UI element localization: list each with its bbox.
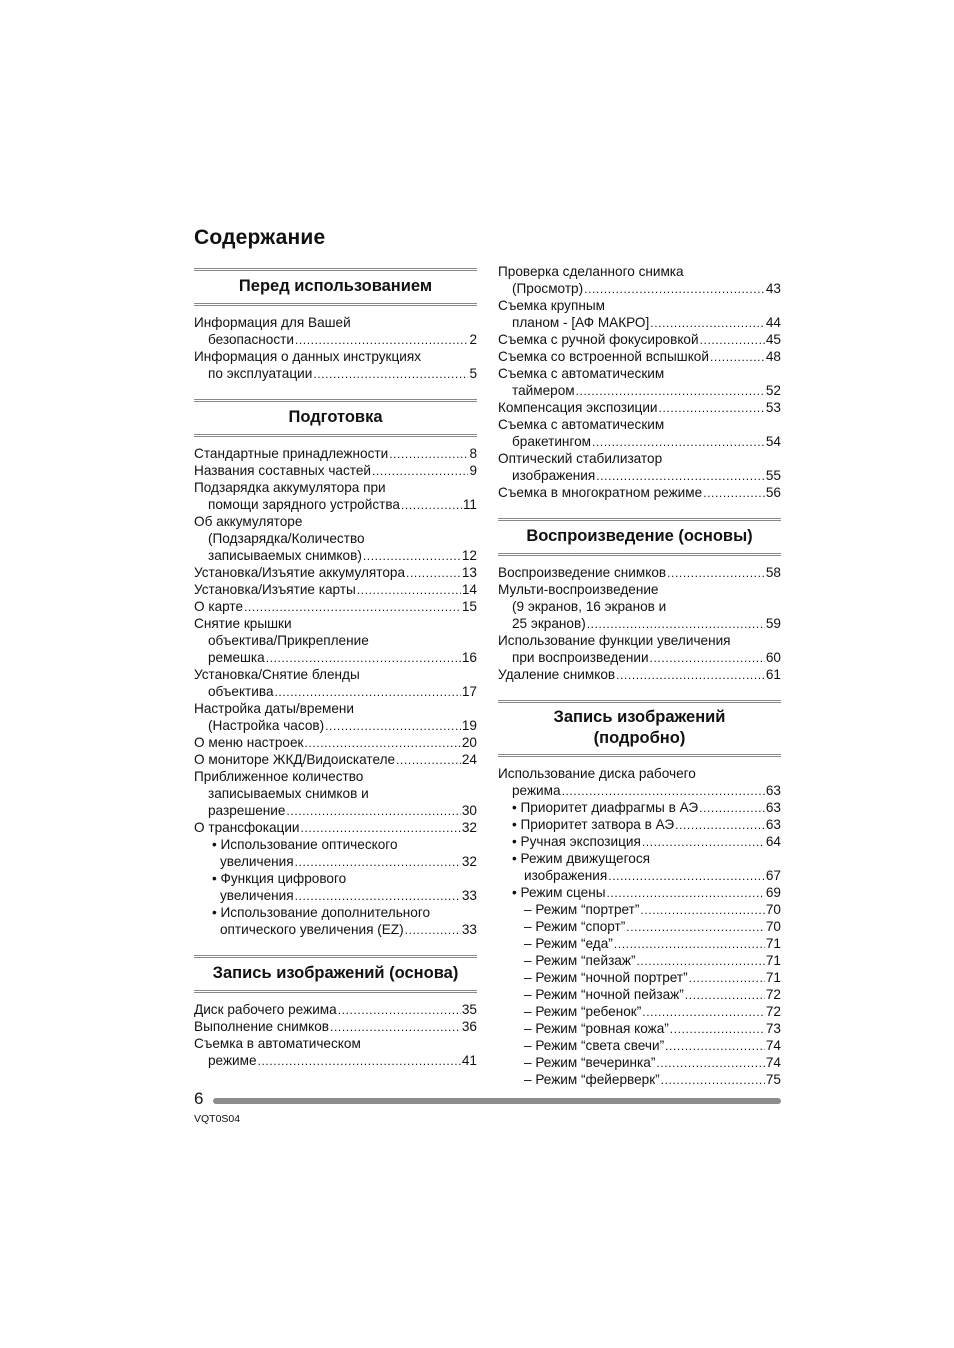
toc-entry-title: • Режим движущегося <box>512 851 650 866</box>
toc-entry <box>498 564 781 581</box>
toc-entry <box>498 969 781 986</box>
dot-leader <box>608 867 765 885</box>
toc-entry-title: • Ручная экспозиция <box>512 834 641 849</box>
section-heading: Запись изображений (основа) <box>194 955 477 993</box>
toc-entry <box>498 918 781 935</box>
toc-entry-title: увеличения <box>220 854 294 869</box>
toc-entry-title: Диск рабочего режима <box>194 1002 337 1017</box>
toc-entry-title: • Функция цифрового <box>212 871 347 886</box>
dot-leader <box>636 952 764 970</box>
toc-entry-title: Проверка сделанного снимка <box>498 264 684 279</box>
toc-entry-title: помощи зарядного устройства <box>208 497 400 512</box>
toc-entry <box>194 462 477 479</box>
toc-entry-title: режима <box>512 783 561 798</box>
toc-page-number: 67 <box>765 868 781 883</box>
dot-leader <box>286 802 460 820</box>
dot-leader <box>592 433 765 451</box>
section-heading: Подготовка <box>194 399 477 437</box>
toc-page-number: 61 <box>765 667 781 682</box>
dot-leader <box>372 462 468 480</box>
section-heading: Перед использованием <box>194 268 477 306</box>
toc-entry <box>498 816 781 833</box>
toc-entry <box>194 666 477 683</box>
toc-page-number: 56 <box>765 485 781 500</box>
dot-leader <box>703 484 765 502</box>
toc-entry <box>194 564 477 581</box>
toc-entry <box>194 479 477 496</box>
toc-entry <box>498 297 781 314</box>
toc-entry-title: • Использование оптического <box>212 837 398 852</box>
toc-page-number: 63 <box>765 783 781 798</box>
toc-entry-title: – Режим “фейерверк” <box>524 1072 660 1087</box>
toc-entry <box>194 853 477 870</box>
dot-leader <box>670 1020 765 1038</box>
toc-entry-title: планом - [АФ МАКРО] <box>512 315 650 330</box>
dot-leader <box>325 717 461 735</box>
toc-entry <box>194 785 477 802</box>
toc-entry <box>194 513 477 530</box>
dot-leader <box>614 935 765 953</box>
toc-entry <box>194 802 477 819</box>
toc-entry <box>194 734 477 751</box>
toc-entry <box>194 348 477 365</box>
section-heading-line: (подробно) <box>593 729 686 747</box>
section-heading-line: Запись изображений <box>553 708 726 726</box>
toc-entry <box>194 1035 477 1052</box>
toc-entry-title: Информация для Вашей <box>194 315 351 330</box>
toc-entry-title: Съемка со встроенной вспышкой <box>498 349 709 364</box>
toc-entry <box>498 986 781 1003</box>
toc-page-number: 33 <box>461 922 477 937</box>
toc-page-number: 58 <box>765 565 781 580</box>
toc-page-number: 36 <box>461 1019 477 1034</box>
toc-entry <box>498 1071 781 1088</box>
toc-entry <box>498 484 781 501</box>
toc-entry-title: записываемых снимков) <box>208 548 362 563</box>
dot-leader <box>401 496 462 514</box>
dot-leader <box>642 833 765 851</box>
toc-entry <box>498 467 781 484</box>
toc-entry <box>194 751 477 768</box>
toc-entry <box>498 331 781 348</box>
toc-entry <box>194 1001 477 1018</box>
toc-entry <box>194 870 477 887</box>
toc-entry-title: Съемка с автоматическим <box>498 417 665 432</box>
toc-page-number: 11 <box>462 497 477 512</box>
toc-entry-title: Установка/Изъятие карты <box>194 582 356 597</box>
toc-entry-title: при воспроизведении <box>512 650 649 665</box>
dot-leader <box>661 1071 765 1089</box>
toc-page-number: 19 <box>461 718 477 733</box>
dot-leader <box>640 901 764 919</box>
section-heading <box>498 700 781 757</box>
toc-page-number: 5 <box>469 366 477 381</box>
dot-leader <box>295 331 469 349</box>
page-title: Содержание <box>194 226 326 249</box>
dot-leader <box>710 348 765 366</box>
toc-entry-title: по эксплуатации <box>208 366 313 381</box>
toc-page-number: 69 <box>765 885 781 900</box>
toc-entry-title: – Режим “портрет” <box>524 902 640 917</box>
toc-page-number: 15 <box>461 599 477 614</box>
dot-leader <box>584 280 765 298</box>
toc-list <box>194 445 477 938</box>
toc-page-number: 54 <box>765 434 781 449</box>
toc-entry <box>194 836 477 853</box>
toc-entry <box>498 850 781 867</box>
toc-entry-title: объектива/Прикрепление <box>208 633 369 648</box>
toc-page-number: 9 <box>469 463 477 478</box>
toc-list <box>194 1001 477 1069</box>
dot-leader <box>244 598 461 616</box>
dot-leader <box>685 986 765 1004</box>
toc-page-number: 33 <box>461 888 477 903</box>
toc-entry <box>194 649 477 666</box>
toc-page-number: 71 <box>765 936 781 951</box>
toc-entry <box>194 598 477 615</box>
toc-page-number: 63 <box>765 800 781 815</box>
toc-entry <box>498 450 781 467</box>
dot-leader <box>576 382 765 400</box>
toc-page-number: 30 <box>461 803 477 818</box>
toc-page-number: 52 <box>765 383 781 398</box>
toc-entry-title: увеличения <box>220 888 294 903</box>
toc-entry-title: Подзарядка аккумулятора при <box>194 480 386 495</box>
dot-leader <box>587 615 765 633</box>
dot-leader <box>295 853 461 871</box>
toc-entry-title: бракетингом <box>512 434 592 449</box>
toc-entry-title: режиме <box>208 1053 257 1068</box>
toc-entry-title: Использование диска рабочего <box>498 766 696 781</box>
toc-page-number: 41 <box>461 1053 477 1068</box>
toc-page-number: 2 <box>469 332 477 347</box>
toc-page-number: 71 <box>765 970 781 985</box>
dot-leader <box>562 782 765 800</box>
toc-entry-title: изображения <box>512 468 596 483</box>
toc-entry <box>498 1003 781 1020</box>
toc-page-number: 16 <box>461 650 477 665</box>
toc-entry <box>498 433 781 450</box>
toc-page-number: 43 <box>765 281 781 296</box>
toc-entry <box>498 952 781 969</box>
toc-entry-title: О карте <box>194 599 244 614</box>
toc-entry-title: Установка/Изъятие аккумулятора <box>194 565 406 580</box>
toc-list <box>498 564 781 683</box>
toc-page-number: 32 <box>461 820 477 835</box>
toc-entry-title: Съемка с ручной фокусировкой <box>498 332 699 347</box>
toc-entry-title: – Режим “ночной портрет” <box>524 970 688 985</box>
toc-entry-title: Съемка в автоматическом <box>194 1036 361 1051</box>
toc-entry <box>498 666 781 683</box>
dot-leader <box>656 1054 765 1072</box>
dot-leader <box>304 734 460 752</box>
toc-entry-title: Компенсация экспозиции <box>498 400 658 415</box>
toc-entry-title: изображения <box>524 868 608 883</box>
toc-entry-title: Воспроизведение снимков <box>498 565 667 580</box>
toc-entry-title: Стандартные принадлежности <box>194 446 389 461</box>
toc-entry <box>194 904 477 921</box>
dot-leader <box>266 649 461 667</box>
dot-leader <box>363 547 461 565</box>
toc-entry-title: Названия составных частей <box>194 463 372 478</box>
dot-leader <box>650 649 765 667</box>
toc-entry <box>194 921 477 938</box>
toc-page-number: 35 <box>461 1002 477 1017</box>
toc-entry <box>194 1052 477 1069</box>
dot-leader <box>596 467 765 485</box>
toc-entry-title: Установка/Снятие бленды <box>194 667 360 682</box>
toc-entry-title: • Приоритет затвора в АЭ <box>512 817 675 832</box>
toc-entry <box>194 314 477 331</box>
toc-entry-title: – Режим “ночной пейзаж” <box>524 987 684 1002</box>
toc-entry <box>498 884 781 901</box>
toc-entry-title: Удаление снимков <box>498 667 616 682</box>
dot-leader <box>626 918 765 936</box>
toc-entry <box>498 382 781 399</box>
toc-entry-title: объектива <box>208 684 274 699</box>
toc-entry-title: • Режим сцены <box>512 885 606 900</box>
toc-entry-title: ремешка <box>208 650 265 665</box>
toc-entry-title: • Использование дополнительного <box>212 905 431 920</box>
toc-page-number: 74 <box>765 1038 781 1053</box>
dot-leader <box>659 399 765 417</box>
dot-leader <box>313 365 468 383</box>
toc-entry <box>194 700 477 717</box>
toc-entry-title: таймером <box>512 383 575 398</box>
toc-entry <box>194 1018 477 1035</box>
toc-entry <box>194 547 477 564</box>
toc-page-number: 70 <box>765 919 781 934</box>
toc-entry <box>194 683 477 700</box>
toc-entry-title: – Режим “еда” <box>524 936 613 951</box>
toc-page-number: 14 <box>461 582 477 597</box>
toc-entry-title: записываемых снимков и <box>208 786 369 801</box>
toc-entry-title: 25 экранов) <box>512 616 586 631</box>
dot-leader <box>406 564 461 582</box>
toc-entry <box>194 496 477 513</box>
toc-entry-title: Съемка в многократном режиме <box>498 485 703 500</box>
toc-entry <box>498 765 781 782</box>
toc-entry-title: разрешение <box>208 803 286 818</box>
toc-left-column <box>194 268 477 1069</box>
toc-entry-title: (Просмотр) <box>512 281 584 296</box>
dot-leader <box>675 816 765 834</box>
document-code: VQT0S04 <box>194 1113 241 1125</box>
footer-rule <box>213 1098 781 1104</box>
toc-entry <box>498 1054 781 1071</box>
toc-entry <box>498 348 781 365</box>
toc-page-number: 59 <box>765 616 781 631</box>
toc-entry-title: – Режим “ровная кожа” <box>524 1021 669 1036</box>
section-heading: Воспроизведение (основы) <box>498 518 781 556</box>
dot-leader <box>405 921 461 939</box>
toc-entry-title: (Подзарядка/Количество <box>208 531 365 546</box>
toc-entry <box>498 416 781 433</box>
toc-entry-title: – Режим “света свечи” <box>524 1038 665 1053</box>
toc-entry-title: О меню настроек <box>194 735 304 750</box>
dot-leader <box>650 314 765 332</box>
toc-entry-title: Снятие крышки <box>194 616 292 631</box>
toc-entry <box>498 901 781 918</box>
toc-page-number: 17 <box>461 684 477 699</box>
dot-leader <box>616 666 765 684</box>
toc-list <box>498 765 781 1088</box>
toc-entry <box>194 331 477 348</box>
toc-page-number: 72 <box>765 1004 781 1019</box>
toc-entry <box>498 632 781 649</box>
toc-entry <box>498 280 781 297</box>
toc-entry <box>498 799 781 816</box>
toc-page-number: 8 <box>469 446 477 461</box>
toc-entry <box>194 530 477 547</box>
toc-entry <box>498 399 781 416</box>
toc-page-number: 44 <box>765 315 781 330</box>
toc-entry-title: оптического увеличения (EZ) <box>220 922 404 937</box>
dot-leader <box>338 1001 461 1019</box>
toc-entry-title: безопасности <box>208 332 294 347</box>
toc-page-number: 13 <box>461 565 477 580</box>
toc-entry-title: – Режим “ребенок” <box>524 1004 642 1019</box>
toc-page-number: 73 <box>765 1021 781 1036</box>
toc-page-number: 32 <box>461 854 477 869</box>
toc-entry-title: Использование функции увеличения <box>498 633 731 648</box>
toc-page-number: 55 <box>765 468 781 483</box>
toc-list <box>194 314 477 382</box>
toc-entry-title: Информация о данных инструкциях <box>194 349 422 364</box>
toc-entry <box>498 1020 781 1037</box>
toc-page-number: 48 <box>765 349 781 364</box>
toc-entry-title: Оптический стабилизатор <box>498 451 663 466</box>
toc-list <box>498 263 781 501</box>
dot-leader <box>665 1037 765 1055</box>
toc-entry-title: – Режим “вечеринка” <box>524 1055 656 1070</box>
toc-entry <box>194 717 477 734</box>
toc-entry <box>194 632 477 649</box>
toc-entry <box>498 314 781 331</box>
toc-page-number: 75 <box>765 1072 781 1087</box>
toc-entry <box>194 887 477 904</box>
toc-entry <box>498 1037 781 1054</box>
toc-entry-title: Об аккумуляторе <box>194 514 303 529</box>
toc-entry-title: Съемка крупным <box>498 298 605 313</box>
toc-page-number: 12 <box>461 548 477 563</box>
toc-entry-title: О мониторе ЖКД/Видоискателе <box>194 752 396 767</box>
toc-page-number: 53 <box>765 400 781 415</box>
toc-entry-title: • Приоритет диафрагмы в АЭ <box>512 800 699 815</box>
toc-entry-title: Настройка даты/времени <box>194 701 355 716</box>
toc-entry <box>498 365 781 382</box>
dot-leader <box>396 751 461 769</box>
toc-entry <box>498 581 781 598</box>
toc-entry <box>194 581 477 598</box>
dot-leader <box>295 887 461 905</box>
toc-entry-title: (9 экранов, 16 экранов и <box>512 599 667 614</box>
toc-entry <box>498 598 781 615</box>
toc-entry-title: О трансфокации <box>194 820 300 835</box>
dot-leader <box>699 799 765 817</box>
toc-entry <box>498 649 781 666</box>
toc-entry <box>498 615 781 632</box>
toc-page-number: 20 <box>461 735 477 750</box>
dot-leader <box>330 1018 461 1036</box>
toc-page-number: 63 <box>765 817 781 832</box>
toc-entry <box>498 833 781 850</box>
toc-page-number: 24 <box>461 752 477 767</box>
toc-entry <box>498 782 781 799</box>
toc-entry-title: – Режим “пейзаж” <box>524 953 636 968</box>
toc-entry-title: (Настройка часов) <box>208 718 325 733</box>
toc-entry <box>194 615 477 632</box>
toc-entry <box>498 935 781 952</box>
toc-entry-title: Выполнение снимков <box>194 1019 330 1034</box>
toc-entry-title: Мульти-воспроизведение <box>498 582 659 597</box>
dot-leader <box>389 445 468 463</box>
toc-entry <box>498 867 781 884</box>
dot-leader <box>258 1052 461 1070</box>
dot-leader <box>607 884 765 902</box>
toc-page-number: 72 <box>765 987 781 1002</box>
toc-page-number: 71 <box>765 953 781 968</box>
dot-leader <box>689 969 765 987</box>
toc-entry <box>194 768 477 785</box>
toc-page-number: 74 <box>765 1055 781 1070</box>
toc-right-column <box>498 263 781 1088</box>
toc-entry-title: Съемка с автоматическим <box>498 366 665 381</box>
dot-leader <box>357 581 461 599</box>
toc-page-number: 70 <box>765 902 781 917</box>
toc-entry <box>194 445 477 462</box>
toc-entry-title: Приближенное количество <box>194 769 364 784</box>
page-number: 6 <box>194 1089 204 1108</box>
dot-leader <box>275 683 461 701</box>
dot-leader <box>301 819 461 837</box>
toc-page-number: 64 <box>765 834 781 849</box>
dot-leader <box>667 564 765 582</box>
dot-leader <box>700 331 765 349</box>
toc-entry-title: – Режим “спорт” <box>524 919 626 934</box>
toc-entry <box>194 819 477 836</box>
toc-entry <box>194 365 477 382</box>
toc-page-number: 45 <box>765 332 781 347</box>
dot-leader <box>642 1003 765 1021</box>
toc-entry <box>498 263 781 280</box>
toc-page-number: 60 <box>765 650 781 665</box>
